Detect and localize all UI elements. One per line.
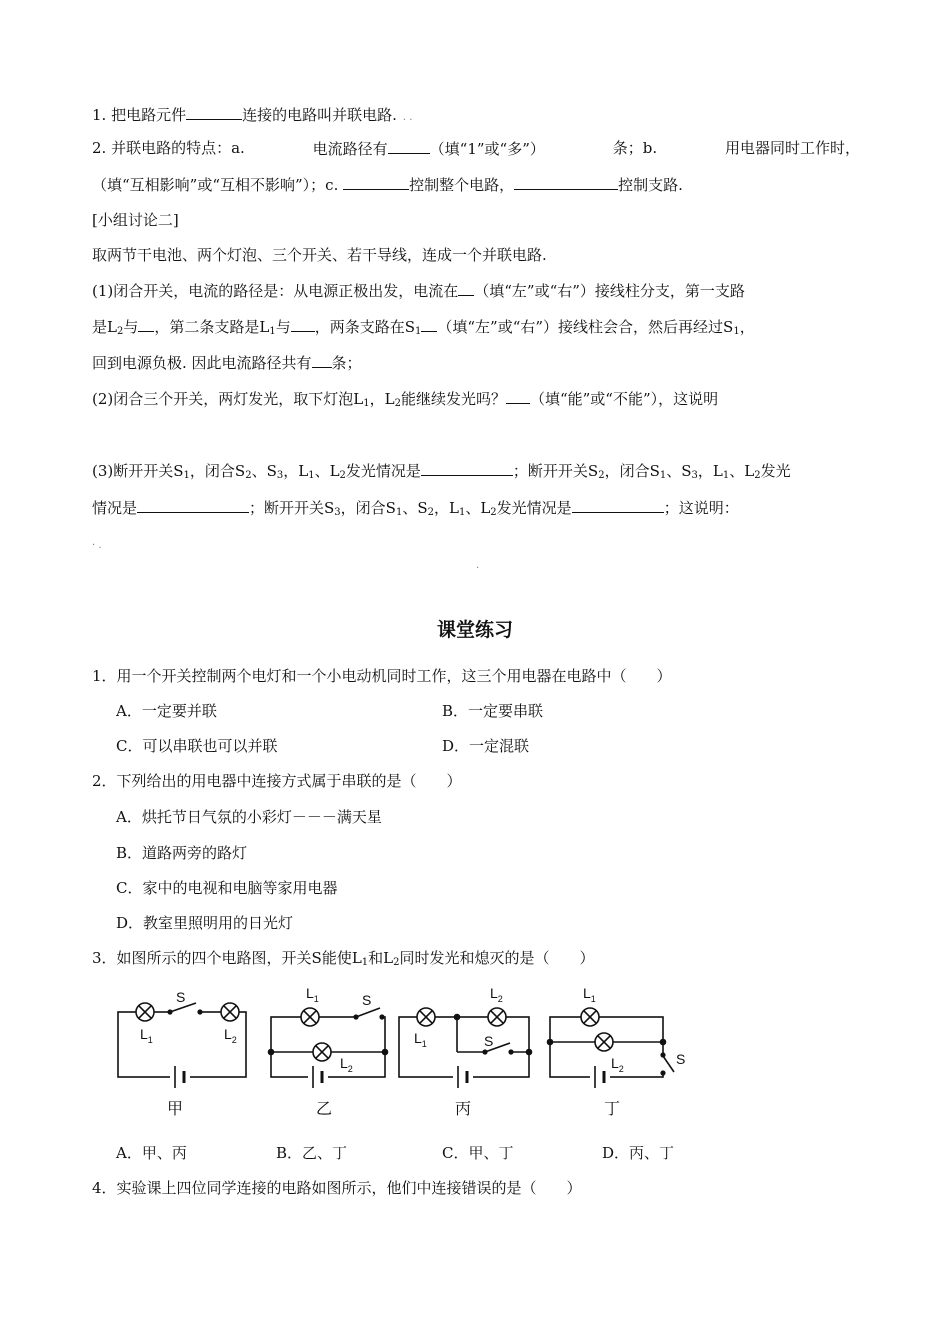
answer-blank[interactable] bbox=[186, 104, 242, 120]
circuit-yi bbox=[269, 1008, 388, 1089]
discussion-heading: [小组讨论二] bbox=[92, 211, 179, 229]
section-title: 课堂练习 bbox=[436, 619, 513, 641]
label-l2: $L_2$ bbox=[490, 985, 503, 1004]
circuit-diagrams bbox=[0, 975, 950, 1125]
ex3-option-c[interactable]: C．甲、丁 bbox=[442, 1144, 514, 1162]
ex3-option-d[interactable]: D．丙、丁 bbox=[602, 1144, 675, 1162]
label-jia: 甲 bbox=[167, 1101, 184, 1118]
label-l2: $L_2$ bbox=[611, 1055, 624, 1074]
p1-line2: 是$L_2$与 ，第二条支路是$L_1$与 ，两条支路在$S_1$ （填“左”或“右”）接线柱会合，然后再经过$S_1$， bbox=[92, 318, 755, 337]
ex1-stem: 1．用一个开关控制两个电灯和一个小电动机同时工作，这三个用电器在电路中（ ） bbox=[92, 667, 672, 685]
p2-line1: (2)闭合三个开关，两灯发光，取下灯泡$L_1$，$L_2$能继续发光吗？ （填“能”或“不能”），这说明 bbox=[92, 390, 719, 409]
label-l1: $L_1$ bbox=[140, 1026, 153, 1045]
label-s: S bbox=[176, 989, 186, 1005]
answer-blank[interactable] bbox=[421, 316, 437, 332]
label-l1: $L_1$ bbox=[306, 985, 319, 1004]
p1-line3: 回到电源负极. 因此电流路径共有 条； bbox=[92, 354, 362, 372]
ex1-option-b[interactable]: B．一定要串联 bbox=[442, 702, 544, 720]
ex3-option-b[interactable]: B．乙、丁 bbox=[276, 1144, 348, 1162]
label-yi: 乙 bbox=[316, 1101, 333, 1118]
circuit-bing bbox=[399, 1008, 532, 1089]
answer-blank[interactable] bbox=[506, 388, 530, 404]
ex3-stem: 3．如图所示的四个电路图，开关S能使$L_1$和$L_2$同时发光和熄灭的是（ ） bbox=[92, 949, 595, 968]
p3-line1: (3)断开开关$S_1$，闭合$S_2$、$S_3$，$L_1$、$L_2$发光情况是 ；断开开关$S_2$，闭合$S_1$、$S_3$，$L_1$、$L_2$发光 bbox=[92, 462, 791, 481]
answer-blank[interactable] bbox=[458, 280, 474, 296]
ex1-option-a[interactable]: A．一定要并联 bbox=[116, 702, 217, 720]
label-l2: $L_2$ bbox=[224, 1026, 237, 1045]
answer-blank[interactable] bbox=[138, 316, 154, 332]
label-ding: 丁 bbox=[604, 1101, 621, 1118]
ex1-option-c[interactable]: C．可以串联也可以并联 bbox=[116, 737, 278, 755]
circuit-jia bbox=[118, 1003, 246, 1089]
answer-blank[interactable] bbox=[291, 316, 315, 332]
answer-blank[interactable] bbox=[388, 138, 430, 154]
ex2-option-a[interactable]: A．烘托节日气氛的小彩灯－－－满天星 bbox=[116, 808, 382, 826]
label-s: S bbox=[362, 992, 372, 1008]
p3-line2: 情况是 ；断开开关$S_3$，闭合$S_1$、$S_2$，$L_1$、$L_2$发光情况是 ；这说明： bbox=[92, 499, 739, 518]
circuit-ding bbox=[548, 1008, 675, 1089]
q1-line: 1. 把电路元件 连接的电路叫并联电路. . . bbox=[92, 106, 413, 124]
stray-mark: · . bbox=[92, 540, 102, 551]
answer-blank[interactable] bbox=[514, 174, 618, 190]
ex4-stem: 4．实验课上四位同学连接的电路如图所示，他们中连接错误的是（ ） bbox=[92, 1179, 582, 1197]
q2-line2: （填“互相影响”或“互相不影响”）；c. 控制整个电路， 控制支路. bbox=[92, 176, 683, 194]
discussion-intro: 取两节干电池、两个灯泡、三个开关、若干导线，连成一个并联电路. bbox=[92, 246, 547, 264]
ex2-option-b[interactable]: B．道路两旁的路灯 bbox=[116, 844, 248, 862]
stray-mark: . bbox=[476, 560, 480, 571]
answer-blank[interactable] bbox=[572, 497, 664, 513]
p1-line1: (1)闭合开关，电流的路径是：从电源正极出发，电流在 （填“左”或“右”）接线柱分支，第一支路 bbox=[92, 282, 745, 300]
answer-blank[interactable] bbox=[137, 497, 249, 513]
ex1-option-d[interactable]: D．一定混联 bbox=[442, 737, 530, 755]
label-l1: $L_1$ bbox=[583, 985, 596, 1004]
answer-blank[interactable] bbox=[312, 352, 332, 368]
ex3-option-a[interactable]: A．甲、丙 bbox=[116, 1144, 187, 1162]
label-s: S bbox=[484, 1033, 494, 1049]
label-l1: $L_1$ bbox=[414, 1030, 427, 1049]
label-s: S bbox=[676, 1051, 686, 1067]
q2-line1: 2. 并联电路的特点：a. 电流路径有 （填“1”或“多”） 条；b. 用电器同时工作时， bbox=[92, 139, 860, 158]
answer-blank[interactable] bbox=[343, 174, 409, 190]
ex2-option-c[interactable]: C．家中的电视和电脑等家用电器 bbox=[116, 879, 338, 897]
label-l2: $L_2$ bbox=[340, 1055, 353, 1074]
answer-blank[interactable] bbox=[421, 460, 513, 476]
label-bing: 丙 bbox=[455, 1101, 472, 1118]
ex2-stem: 2．下列给出的用电器中连接方式属于串联的是（ ） bbox=[92, 772, 462, 790]
ex2-option-d[interactable]: D．教室里照明用的日光灯 bbox=[116, 914, 294, 932]
